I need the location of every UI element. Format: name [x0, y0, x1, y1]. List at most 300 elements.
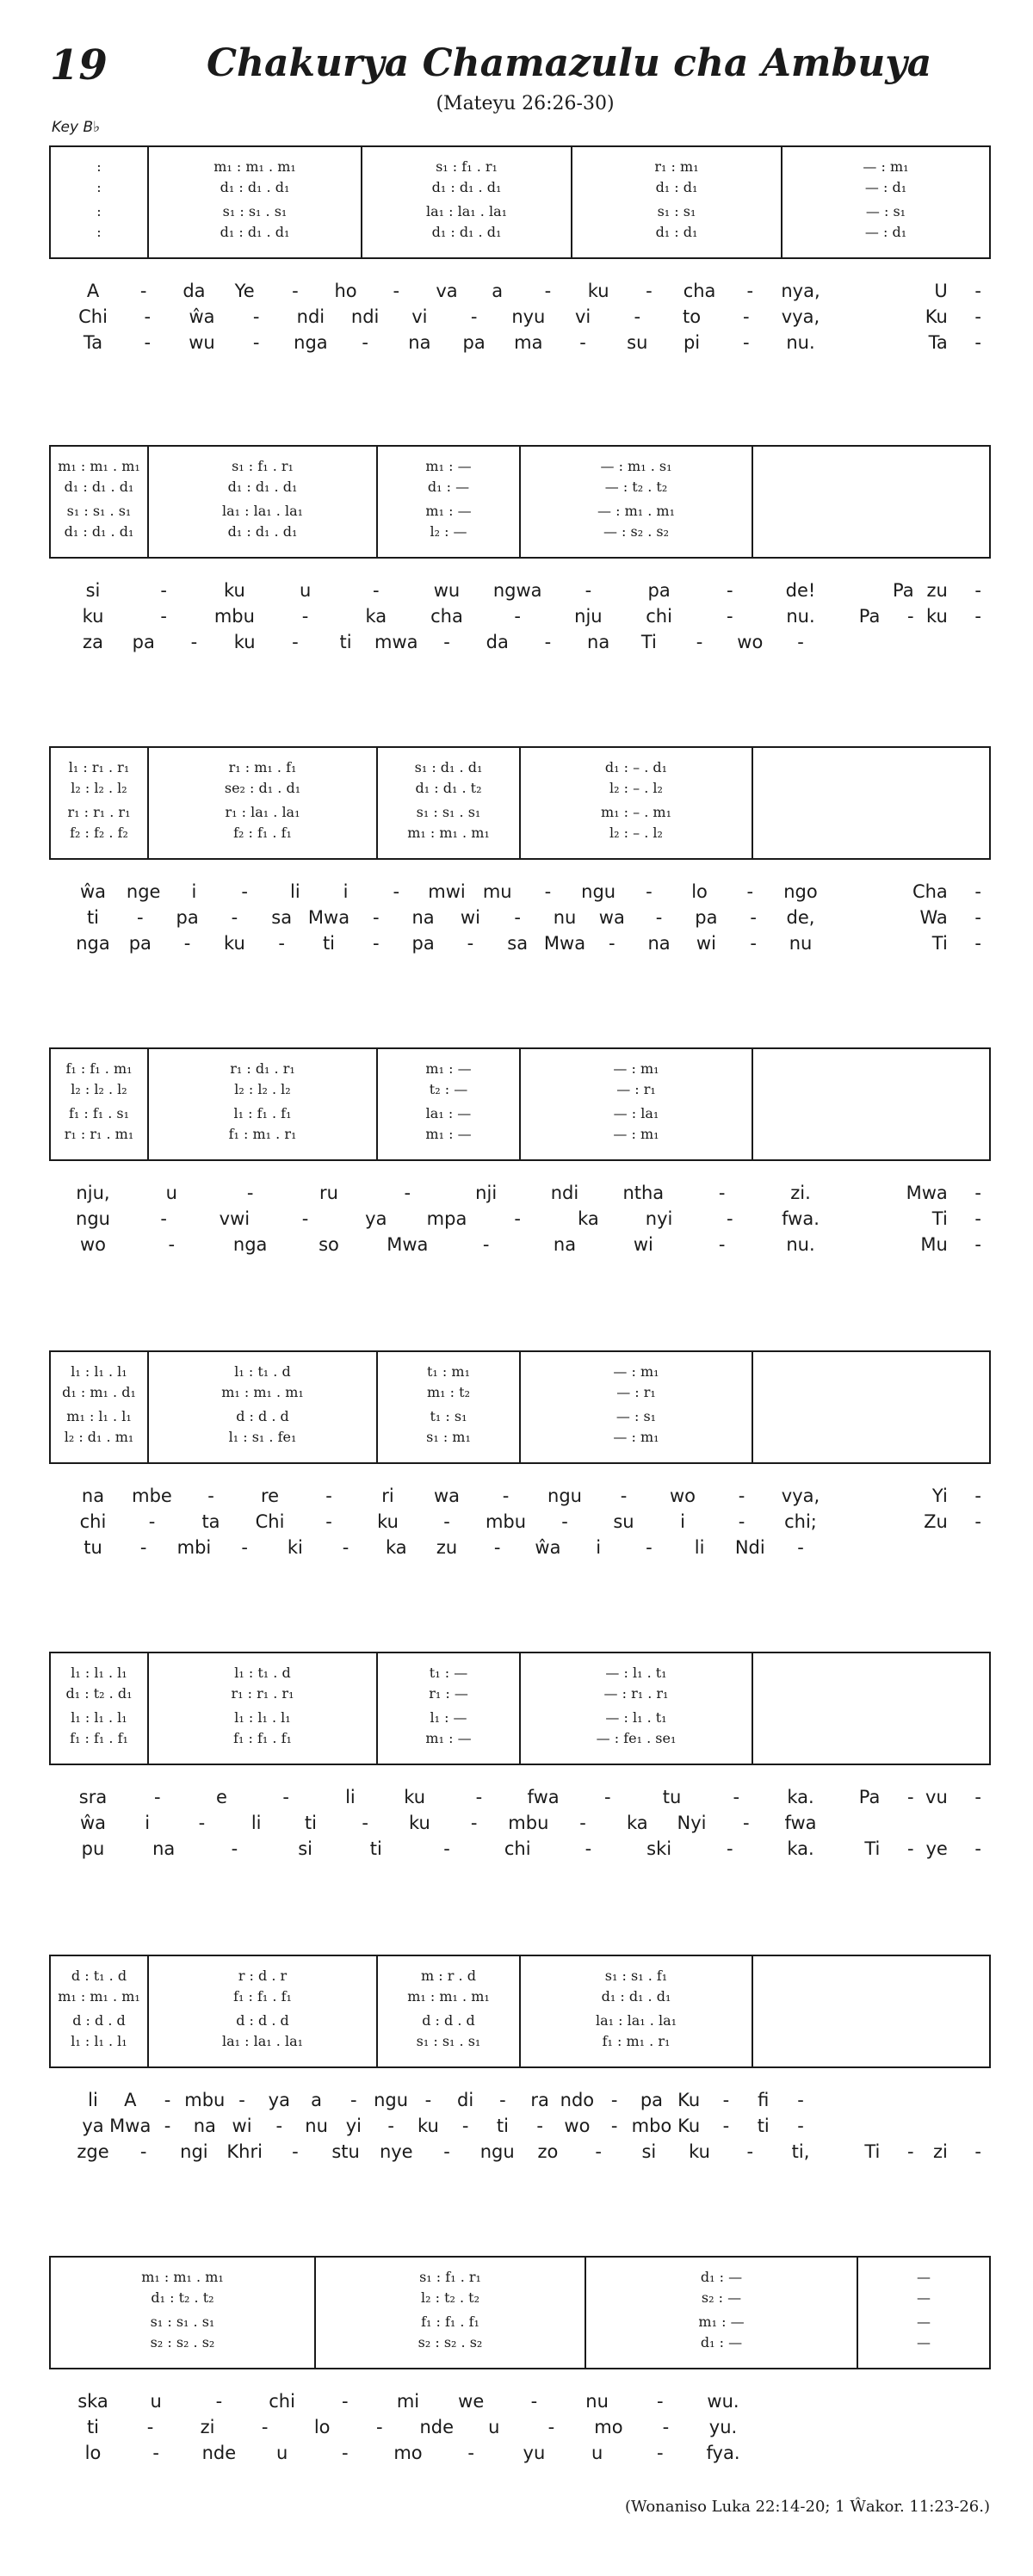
lyric-syllable: - — [974, 1486, 981, 1506]
lyric-syllable: mbo — [631, 2116, 672, 2136]
lyric-syllable: u — [165, 1183, 177, 1203]
lyric-syllable: na — [647, 933, 671, 954]
lyric-syllable: - — [797, 2090, 804, 2110]
note-cell: f₁ : f₁ . s₁ — [68, 1105, 130, 1121]
note-cell: s₁ : s₁ . s₁ — [416, 804, 481, 820]
lyric-syllable: mi — [396, 2391, 420, 2412]
note-cell: m₁ : — — [425, 503, 472, 519]
note-cell: : — [96, 179, 102, 195]
lyric-syllable: ri — [381, 1486, 394, 1506]
lyric-syllable: - — [595, 2141, 602, 2162]
lyric-syllable: ku — [223, 580, 245, 601]
lyric-syllable: - — [292, 281, 299, 301]
lyric-syllable: tu — [662, 1787, 682, 1807]
lyric-syllable: Yi — [931, 1486, 948, 1506]
note-cell: s₁ : s₁ . s₁ — [222, 203, 288, 219]
lyric-syllable: pa — [695, 907, 718, 928]
note-cell: s₂ : — — [701, 2289, 742, 2306]
note-cell: m₁ : – . m₁ — [601, 804, 671, 820]
lyric-syllable: - — [424, 2090, 432, 2110]
lyric-syllable: ku — [377, 1511, 399, 1532]
note-cell: m₁ : — — [425, 1126, 472, 1142]
lyric-syllable: - — [722, 2116, 730, 2136]
note-cell: f₁ : f₁ . f₁ — [70, 1730, 128, 1746]
music-system — [50, 1351, 990, 1558]
note-cell: s₁ : s₁ . f₁ — [604, 1968, 668, 1984]
note-cell: s₁ : s₁ . s₁ — [150, 2313, 215, 2330]
lyric-syllable: li — [694, 1537, 705, 1558]
note-cell: d : d . d — [422, 2012, 475, 2029]
lyric-syllable: ngu — [374, 2090, 409, 2110]
lyric-syllable: to — [682, 306, 702, 327]
lyric-syllable: wi — [232, 2116, 252, 2136]
note-cell: l₂ : l₂ . l₂ — [71, 780, 127, 796]
note-cell: d₁ : d₁ . d₁ — [601, 1988, 671, 2005]
note-cell: — : la₁ — [613, 1105, 659, 1121]
note-cell: f₂ : f₁ . f₁ — [233, 825, 292, 841]
note-cell: r : d . r — [238, 1968, 288, 1984]
lyric-syllable: nu — [789, 933, 813, 954]
lyric-syllable: - — [974, 2141, 981, 2162]
lyric-syllable: sa — [507, 933, 529, 954]
lyric-syllable: Khri — [226, 2141, 263, 2162]
note-cell: t₁ : m₁ — [427, 1363, 470, 1380]
lyric-syllable: chi — [79, 1511, 107, 1532]
lyric-syllable: ngu — [479, 2141, 515, 2162]
lyric-syllable: ka. — [787, 1838, 814, 1859]
lyric-syllable: u — [150, 2391, 162, 2412]
note-cell: — : m₁ — [613, 1429, 659, 1445]
lyric-syllable: u — [591, 2443, 603, 2463]
note-cell: l₁ : s₁ . fe₁ — [228, 1429, 297, 1445]
note-cell: f₁ : f₁ . f₁ — [233, 1730, 292, 1746]
lyric-syllable: ma — [514, 332, 543, 353]
note-cell: t₂ : — — [429, 1081, 468, 1097]
lyric-syllable: - — [746, 881, 754, 902]
lyric-syllable: - — [797, 2116, 804, 2136]
note-cell: la₁ : la₁ . la₁ — [221, 503, 304, 519]
note-cell: l₁ : l₁ . l₁ — [71, 2033, 127, 2049]
lyric-syllable: de! — [785, 580, 816, 601]
lyric-syllable: wu — [433, 580, 461, 601]
lyric-syllable: - — [350, 2090, 357, 2110]
note-cell: l₁ : f₁ . f₁ — [233, 1105, 292, 1121]
lyric-syllable: - — [292, 2141, 299, 2162]
lyric-syllable: wi — [633, 1234, 653, 1255]
lyric-syllable: zi. — [790, 1183, 811, 1203]
lyric-syllable: - — [907, 606, 914, 627]
lyric-syllable: ta — [201, 1511, 220, 1532]
lyric-syllable: Ti — [931, 1208, 948, 1229]
lyric-syllable: na — [152, 1838, 176, 1859]
lyric-syllable: - — [139, 2141, 147, 2162]
lyric-syllable: - — [514, 606, 521, 627]
lyric-syllable: li — [88, 2090, 98, 2110]
lyric-syllable: nde — [201, 2443, 237, 2463]
lyric-syllable: pa — [462, 332, 486, 353]
lyric-syllable: zge — [77, 2141, 109, 2162]
lyric-syllable: - — [502, 1486, 510, 1506]
note-cell: l₂ : – . l₂ — [609, 780, 663, 796]
lyric-syllable: pi — [683, 332, 701, 353]
lyric-syllable: na — [411, 907, 435, 928]
scripture-reference: (Mateyu 26:26-30) — [436, 93, 615, 114]
lyric-syllable: mo — [393, 2443, 423, 2463]
lyric-syllable: - — [974, 1183, 981, 1203]
lyric-syllable: - — [620, 1486, 628, 1506]
lyric-syllable: ku — [925, 606, 948, 627]
note-cell: — : s₂ . s₂ — [603, 523, 670, 540]
note-cell: la₁ : — — [425, 1105, 472, 1121]
lyric-syllable: ku — [223, 933, 245, 954]
lyric-syllable: fwa — [527, 1787, 560, 1807]
music-system — [50, 747, 990, 954]
lyric-syllable: li — [251, 1813, 262, 1833]
lyric-syllable: na — [553, 1234, 577, 1255]
note-cell: s₂ : s₂ . s₂ — [150, 2334, 215, 2351]
lyric-syllable: chi; — [784, 1511, 817, 1532]
lyric-syllable: Ti — [864, 2141, 881, 2162]
note-cell: m₁ : m₁ . m₁ — [58, 1988, 140, 2005]
lyric-syllable: - — [139, 281, 147, 301]
note-cell: m₁ : l₁ . l₁ — [66, 1408, 132, 1424]
note-cell: — : l₁ . t₁ — [605, 1665, 667, 1681]
lyric-syllable: vi — [574, 306, 591, 327]
lyric-syllable: - — [514, 1208, 521, 1229]
lyric-syllable: Chi — [255, 1511, 285, 1532]
lyric-syllable: Mwa — [307, 907, 350, 928]
note-cell: la₁ : la₁ . la₁ — [595, 2012, 677, 2029]
lyric-syllable: mbi — [176, 1537, 212, 1558]
lyric-syllable: fwa — [784, 1813, 817, 1833]
lyric-syllable: Zu — [924, 1511, 948, 1532]
lyric-syllable: - — [373, 933, 380, 954]
lyric-syllable: ku — [82, 606, 104, 627]
lyric-syllable: - — [153, 1787, 161, 1807]
lyric-syllable: Ta — [928, 332, 948, 353]
lyric-syllable: - — [536, 2116, 543, 2136]
note-cell: se₂ : d₁ . d₁ — [224, 780, 301, 796]
lyric-syllable: Ku — [677, 2116, 701, 2136]
lyric-syllable: ti — [369, 1838, 382, 1859]
lyric-syllable: lo — [691, 881, 708, 902]
key-signature: Key B♭ — [52, 119, 101, 136]
note-cell: d₁ : d₁ . d₁ — [431, 224, 502, 240]
lyric-syllable: ya — [365, 1208, 387, 1229]
lyric-syllable: u — [275, 2443, 288, 2463]
lyric-syllable: Ndi — [734, 1537, 765, 1558]
note-cell: d₁ : d₁ . d₁ — [227, 479, 298, 495]
lyric-syllable: - — [342, 2443, 349, 2463]
lyric-syllable: - — [482, 1234, 490, 1255]
lyric-syllable: su — [627, 332, 648, 353]
lyric-syllable: - — [246, 1183, 254, 1203]
lyric-syllable: - — [231, 907, 238, 928]
lyric-syllable: Cha — [912, 881, 948, 902]
note-cell: d₁ : d₁ . d₁ — [64, 523, 134, 540]
lyric-syllable: - — [696, 632, 703, 652]
note-cell: l₂ : t₂ . t₂ — [420, 2289, 480, 2306]
lyric-syllable: nge — [126, 881, 161, 902]
lyric-syllable: - — [443, 1511, 450, 1532]
lyric-syllable: - — [742, 332, 750, 353]
lyric-syllable: - — [261, 2417, 269, 2437]
lyric-syllable: - — [722, 2090, 730, 2110]
note-cell: s₁ : f₁ . r₁ — [232, 458, 294, 474]
lyric-syllable: - — [974, 933, 981, 954]
lyric-syllable: - — [579, 1813, 586, 1833]
lyric-syllable: nga — [294, 332, 328, 353]
lyric-syllable: wu. — [707, 2391, 739, 2412]
lyric-syllable: ngo — [783, 881, 818, 902]
note-cell: l₁ : t₁ . d — [234, 1363, 291, 1380]
note-cell: m₁ : t₂ — [427, 1384, 470, 1400]
lyric-syllable: ye — [925, 1838, 948, 1859]
lyric-syllable: wi — [696, 933, 716, 954]
lyric-syllable: nu — [585, 2391, 609, 2412]
lyric-syllable: di — [457, 2090, 474, 2110]
music-system — [50, 446, 990, 652]
lyric-syllable: - — [342, 2391, 349, 2412]
lyric-syllable: i — [680, 1511, 685, 1532]
lyric-syllable: zu — [926, 580, 948, 601]
lyric-syllable: i — [596, 1537, 602, 1558]
note-cell: f₁ : m₁ . r₁ — [228, 1126, 297, 1142]
lyric-syllable: - — [974, 281, 981, 301]
note-cell: — : l₁ . t₁ — [605, 1709, 667, 1726]
lyric-syllable: ru — [319, 1183, 338, 1203]
lyric-syllable: wi — [460, 907, 480, 928]
lyric-syllable: - — [738, 1511, 745, 1532]
lyric-syllable: nji — [475, 1183, 498, 1203]
lyric-syllable: ŵa — [79, 1813, 107, 1833]
lyric-syllable: - — [325, 1486, 332, 1506]
lyric-syllable: Pa — [893, 580, 914, 601]
lyric-syllable: - — [742, 1813, 750, 1833]
lyric-syllable: nu. — [786, 606, 815, 627]
lyric-syllable: - — [742, 306, 750, 327]
lyric-syllable: - — [514, 907, 521, 928]
lyric-syllable: ku — [404, 1787, 426, 1807]
lyric-syllable: ski — [646, 1838, 672, 1859]
lyric-syllable: a — [492, 281, 504, 301]
lyric-syllable: ku — [689, 2141, 710, 2162]
lyric-syllable: - — [746, 2141, 754, 2162]
lyric-syllable: Ku — [925, 306, 948, 327]
lyric-syllable: - — [301, 1208, 309, 1229]
lyric-syllable: - — [974, 306, 981, 327]
note-cell: f₁ : f₁ . f₁ — [421, 2313, 479, 2330]
lyric-syllable: - — [144, 306, 152, 327]
lyric-syllable: - — [797, 632, 804, 652]
lyric-syllable: mbu — [508, 1813, 549, 1833]
note-cell: — : r₁ . r₁ — [603, 1685, 669, 1702]
lyric-syllable: chi — [646, 606, 672, 627]
lyric-syllable: i — [191, 881, 197, 902]
note-cell: — : fe₁ . se₁ — [596, 1730, 677, 1746]
lyric-syllable: e — [215, 1787, 227, 1807]
lyric-syllable: - — [301, 606, 309, 627]
lyric-syllable: Pa — [858, 606, 881, 627]
lyric-syllable: - — [362, 1813, 368, 1833]
lyric-syllable: ka — [385, 1537, 407, 1558]
lyric-syllable: yu. — [708, 2417, 738, 2437]
note-cell: d₁ : d₁ — [655, 179, 698, 195]
note-cell: — — [917, 2289, 931, 2306]
lyric-syllable: - — [461, 2116, 469, 2136]
note-cell: t₁ : s₁ — [430, 1408, 467, 1424]
lyric-syllable: zo — [537, 2141, 559, 2162]
lyric-syllable: ho — [334, 281, 357, 301]
note-cell: m₁ : m₁ . m₁ — [407, 825, 490, 841]
note-cell: r₁ : m₁ — [654, 158, 699, 175]
lyric-syllable: ti — [86, 2417, 100, 2437]
lyric-syllable: wa — [598, 907, 625, 928]
note-cell: s₁ : f₁ . r₁ — [436, 158, 498, 175]
note-cell: l₂ : d₁ . m₁ — [64, 1429, 134, 1445]
note-cell: s₁ : f₁ . r₁ — [419, 2269, 481, 2285]
lyric-syllable: pa — [128, 933, 152, 954]
lyric-syllable: sa — [271, 907, 293, 928]
note-cell: l₁ : — — [430, 1709, 467, 1726]
note-cell: — : m₁ — [613, 1060, 659, 1077]
lyric-syllable: yi — [345, 2116, 362, 2136]
lyric-syllable: - — [325, 1511, 332, 1532]
lyric-syllable: - — [443, 1838, 450, 1859]
lyric-syllable: - — [609, 933, 615, 954]
lyric-syllable: ska — [77, 2391, 108, 2412]
note-cell: l₁ : t₁ . d — [234, 1665, 291, 1681]
lyric-syllable: - — [544, 281, 552, 301]
note-cell: s₁ : s₁ . s₁ — [66, 503, 132, 519]
note-cell: : — [96, 158, 102, 175]
lyric-syllable: pa — [132, 632, 155, 652]
lyric-syllable: wo — [564, 2116, 591, 2136]
lyric-syllable: - — [907, 2141, 914, 2162]
note-cell: l₁ : l₁ . l₁ — [234, 1709, 291, 1726]
lyric-syllable: vi — [411, 306, 428, 327]
lyric-syllable: ti, — [791, 2141, 810, 2162]
lyric-syllable: - — [750, 933, 757, 954]
lyric-syllable: - — [733, 1787, 740, 1807]
note-cell: l₁ : l₁ . l₁ — [71, 1665, 127, 1681]
lyric-syllable: - — [393, 881, 400, 902]
lyric-syllable: - — [241, 1537, 248, 1558]
lyric-syllable: - — [907, 1838, 914, 1859]
note-cell: d₁ : t₂ . t₂ — [151, 2289, 214, 2306]
lyric-syllable: nu. — [786, 332, 815, 353]
lyric-syllable: - — [561, 1511, 568, 1532]
lyric-syllable: ŵa — [79, 881, 107, 902]
lyric-syllable: - — [797, 1537, 804, 1558]
note-cell: d₁ : — — [700, 2334, 743, 2351]
lyric-syllable: - — [139, 1537, 147, 1558]
lyric-syllable: Ye — [234, 281, 255, 301]
lyric-syllable: ki — [287, 1537, 303, 1558]
lyric-syllable: - — [183, 933, 191, 954]
note-cell: r₁ : d₁ . r₁ — [230, 1060, 295, 1077]
lyric-syllable: - — [152, 2443, 159, 2463]
note-cell: m : r . d — [421, 1968, 476, 1984]
lyric-syllable: Pa — [858, 1787, 881, 1807]
note-cell: d₁ : — — [700, 2269, 743, 2285]
lyric-syllable: - — [238, 2090, 245, 2110]
footnote-reference: (Wonaniso Luka 22:14-20; 1 Ŵakor. 11:23-26.) — [625, 2498, 990, 2516]
music-system — [50, 146, 990, 353]
lyric-syllable: li — [290, 881, 300, 902]
lyric-syllable: pa — [176, 907, 199, 928]
lyric-syllable: mpa — [426, 1208, 467, 1229]
lyric-syllable: mbe — [132, 1486, 172, 1506]
lyric-syllable: - — [475, 1787, 483, 1807]
lyric-syllable: - — [137, 907, 144, 928]
lyric-syllable: - — [467, 2443, 474, 2463]
lyric-syllable: zu — [436, 1537, 458, 1558]
lyric-syllable: Ti — [864, 1838, 881, 1859]
lyric-syllable: cha — [683, 281, 716, 301]
hymn-title: Chakurya Chamazulu cha Ambuya — [207, 41, 932, 85]
note-cell: — : r₁ — [616, 1384, 656, 1400]
lyric-syllable: si — [85, 580, 101, 601]
lyric-syllable: - — [974, 332, 981, 353]
lyric-syllable: nju — [574, 606, 603, 627]
lyric-syllable: ti — [86, 907, 100, 928]
lyric-syllable: ra — [530, 2090, 549, 2110]
note-cell: d₁ : t₂ . d₁ — [65, 1685, 133, 1702]
note-cell: m₁ : m₁ . m₁ — [141, 2269, 224, 2285]
lyric-syllable: de, — [786, 907, 815, 928]
lyric-syllable: i — [145, 1813, 151, 1833]
lyric-syllable: ka — [578, 1208, 599, 1229]
lyric-syllable: Mwa — [543, 933, 586, 954]
note-cell: — : m₁ — [613, 1363, 659, 1380]
lyric-syllable: - — [547, 2417, 555, 2437]
lyric-syllable: nga — [232, 1234, 268, 1255]
lyric-syllable: - — [718, 1183, 726, 1203]
lyric-syllable: - — [974, 881, 981, 902]
note-cell: f₁ : f₁ . f₁ — [233, 1988, 292, 2005]
lyric-syllable: - — [443, 632, 450, 652]
lyric-syllable: U — [934, 281, 948, 301]
lyric-syllable: - — [544, 881, 552, 902]
lyric-syllable: ti — [304, 1813, 317, 1833]
lyric-syllable: wu — [189, 332, 215, 353]
lyric-syllable: - — [718, 1234, 726, 1255]
lyric-syllable: A — [124, 2090, 137, 2110]
lyric-syllable: - — [974, 1787, 981, 1807]
lyric-syllable: Ti — [931, 933, 948, 954]
lyric-syllable: - — [160, 606, 167, 627]
lyric-syllable: na — [81, 1486, 105, 1506]
lyric-syllable: vu — [925, 1787, 948, 1807]
lyric-syllable: vya, — [781, 1486, 820, 1506]
lyric-syllable: - — [746, 281, 754, 301]
note-cell: — : d₁ — [864, 179, 907, 195]
lyric-syllable: u — [299, 580, 312, 601]
note-cell: r₁ : r₁ . r₁ — [67, 804, 131, 820]
lyric-syllable: Mwa — [906, 1183, 948, 1203]
lyric-syllable: da — [182, 281, 206, 301]
note-cell: m₁ : m₁ . m₁ — [213, 158, 296, 175]
lyric-syllable: ka — [626, 1813, 648, 1833]
lyric-syllable: nde — [419, 2417, 455, 2437]
lyric-syllable: pu — [81, 1838, 105, 1859]
lyric-syllable: - — [655, 907, 663, 928]
lyric-syllable: Ku — [677, 2090, 701, 2110]
lyric-syllable: Mwa — [109, 2116, 152, 2136]
lyric-syllable: - — [160, 1208, 167, 1229]
lyric-syllable: pa — [640, 2090, 664, 2110]
